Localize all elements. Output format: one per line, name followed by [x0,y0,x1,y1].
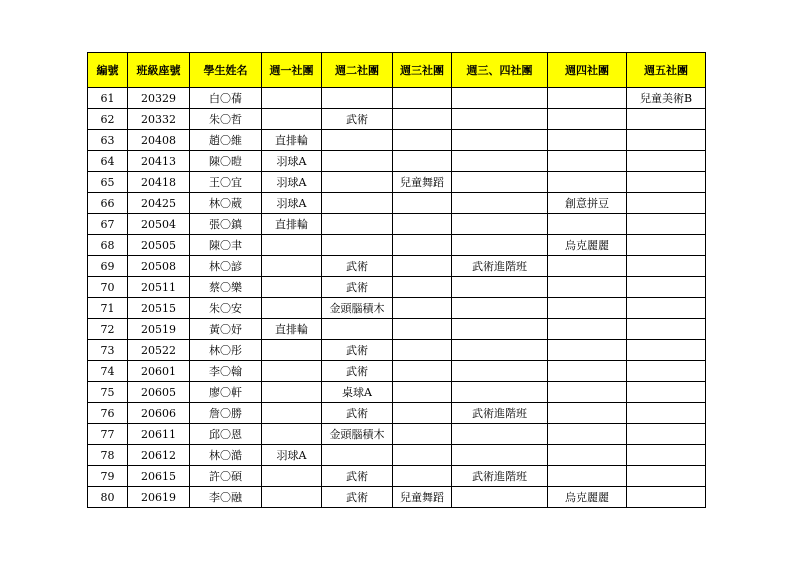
header-row [88,53,706,88]
cell-wednesday-club [393,382,452,403]
cell-monday-club: 羽球A [262,193,322,214]
cell-number: 78 [88,445,128,466]
cell-number: 74 [88,361,128,382]
cell-wednesday-club [393,151,452,172]
cell-tuesday-club: 武術 [322,277,393,298]
table-row [88,319,706,340]
cell-tuesday-club: 武術 [322,256,393,277]
cell-tuesday-club [322,88,393,109]
cell-class-seat: 20329 [128,88,190,109]
cell-student-name: 王〇宜 [190,172,262,193]
cell-student-name: 林〇彤 [190,340,262,361]
cell-wednesday-club [393,109,452,130]
cell-friday-club [627,466,706,487]
header-tuesday-club: 週二社團 [322,53,393,88]
cell-friday-club [627,151,706,172]
cell-number: 65 [88,172,128,193]
cell-monday-club [262,403,322,424]
cell-tuesday-club: 武術 [322,403,393,424]
cell-student-name: 張〇鎮 [190,214,262,235]
cell-tuesday-club: 武術 [322,361,393,382]
cell-wednesday-club: 兒童舞蹈 [393,172,452,193]
cell-wednesday-club [393,235,452,256]
cell-monday-club: 直排輪 [262,319,322,340]
cell-wed-thu-club [452,424,548,445]
cell-friday-club [627,403,706,424]
cell-wed-thu-club [452,361,548,382]
header-friday-club: 週五社團 [627,53,706,88]
cell-thursday-club [548,403,627,424]
table-row [88,130,706,151]
cell-wed-thu-club [452,340,548,361]
cell-tuesday-club [322,130,393,151]
cell-monday-club [262,277,322,298]
cell-tuesday-club [322,172,393,193]
cell-friday-club [627,487,706,508]
cell-monday-club [262,109,322,130]
table-row [88,172,706,193]
cell-thursday-club [548,466,627,487]
cell-monday-club [262,256,322,277]
cell-tuesday-club: 金頭腦積木 [322,424,393,445]
cell-monday-club [262,298,322,319]
cell-student-name: 李〇翰 [190,361,262,382]
cell-student-name: 詹〇勝 [190,403,262,424]
cell-thursday-club [548,277,627,298]
cell-class-seat: 20425 [128,193,190,214]
cell-wednesday-club [393,424,452,445]
cell-monday-club [262,424,322,445]
cell-student-name: 白〇蒨 [190,88,262,109]
cell-tuesday-club [322,319,393,340]
cell-friday-club [627,424,706,445]
cell-monday-club: 羽球A [262,151,322,172]
cell-wed-thu-club [452,214,548,235]
cell-wed-thu-club [452,277,548,298]
cell-number: 70 [88,277,128,298]
cell-tuesday-club: 武術 [322,487,393,508]
table-row [88,193,706,214]
roster-body [88,88,706,508]
cell-student-name: 廖〇軒 [190,382,262,403]
table-row [88,424,706,445]
cell-class-seat: 20413 [128,151,190,172]
cell-thursday-club [548,298,627,319]
cell-thursday-club [548,214,627,235]
cell-friday-club [627,130,706,151]
cell-wed-thu-club [452,319,548,340]
cell-monday-club: 羽球A [262,445,322,466]
table-row [88,340,706,361]
cell-friday-club [627,214,706,235]
header-wednesday-club: 週三社團 [393,53,452,88]
cell-friday-club [627,172,706,193]
table-row [88,256,706,277]
cell-number: 73 [88,340,128,361]
cell-wed-thu-club: 武術進階班 [452,466,548,487]
cell-number: 77 [88,424,128,445]
table-row [88,382,706,403]
cell-wed-thu-club [452,298,548,319]
cell-monday-club [262,382,322,403]
cell-monday-club [262,88,322,109]
cell-class-seat: 20605 [128,382,190,403]
cell-tuesday-club [322,193,393,214]
cell-friday-club: 兒童美術B [627,88,706,109]
cell-wed-thu-club [452,88,548,109]
cell-class-seat: 20508 [128,256,190,277]
cell-wed-thu-club [452,445,548,466]
cell-monday-club [262,340,322,361]
cell-student-name: 林〇澔 [190,445,262,466]
cell-wednesday-club [393,445,452,466]
table-row [88,88,706,109]
cell-wednesday-club [393,298,452,319]
cell-thursday-club: 烏克麗麗 [548,235,627,256]
cell-student-name: 黃〇妤 [190,319,262,340]
cell-monday-club [262,487,322,508]
table-row [88,277,706,298]
cell-student-name: 朱〇哲 [190,109,262,130]
cell-thursday-club [548,445,627,466]
cell-number: 69 [88,256,128,277]
cell-student-name: 趙〇維 [190,130,262,151]
cell-wednesday-club [393,193,452,214]
cell-thursday-club [548,382,627,403]
cell-friday-club [627,340,706,361]
cell-number: 79 [88,466,128,487]
table-row [88,214,706,235]
header-number: 編號 [88,53,128,88]
cell-class-seat: 20601 [128,361,190,382]
cell-class-seat: 20408 [128,130,190,151]
cell-number: 67 [88,214,128,235]
cell-friday-club [627,109,706,130]
cell-student-name: 許〇碩 [190,466,262,487]
cell-number: 71 [88,298,128,319]
cell-monday-club: 羽球A [262,172,322,193]
cell-wed-thu-club: 武術進階班 [452,256,548,277]
cell-number: 63 [88,130,128,151]
cell-wednesday-club [393,256,452,277]
header-student-name: 學生姓名 [190,53,262,88]
cell-wed-thu-club: 武術進階班 [452,403,548,424]
cell-wed-thu-club [452,109,548,130]
cell-class-seat: 20515 [128,298,190,319]
table-row [88,235,706,256]
cell-wednesday-club [393,403,452,424]
cell-thursday-club [548,88,627,109]
cell-monday-club [262,235,322,256]
cell-student-name: 蔡〇樂 [190,277,262,298]
cell-wed-thu-club [452,172,548,193]
cell-number: 64 [88,151,128,172]
header-monday-club: 週一社團 [262,53,322,88]
table-row [88,151,706,172]
cell-friday-club [627,298,706,319]
cell-class-seat: 20611 [128,424,190,445]
cell-class-seat: 20505 [128,235,190,256]
cell-student-name: 林〇諺 [190,256,262,277]
cell-student-name: 邱〇恩 [190,424,262,445]
cell-student-name: 朱〇安 [190,298,262,319]
cell-thursday-club [548,130,627,151]
cell-thursday-club [548,151,627,172]
cell-tuesday-club: 武術 [322,109,393,130]
cell-number: 62 [88,109,128,130]
cell-class-seat: 20332 [128,109,190,130]
cell-number: 68 [88,235,128,256]
cell-wednesday-club [393,277,452,298]
table-row [88,109,706,130]
cell-student-name: 林〇葳 [190,193,262,214]
cell-class-seat: 20522 [128,340,190,361]
cell-class-seat: 20504 [128,214,190,235]
cell-wednesday-club [393,466,452,487]
table-row [88,445,706,466]
cell-class-seat: 20615 [128,466,190,487]
cell-wed-thu-club [452,382,548,403]
cell-friday-club [627,193,706,214]
cell-wednesday-club [393,88,452,109]
cell-number: 76 [88,403,128,424]
cell-class-seat: 20606 [128,403,190,424]
cell-tuesday-club: 金頭腦積木 [322,298,393,319]
cell-wednesday-club [393,130,452,151]
cell-wednesday-club [393,340,452,361]
cell-friday-club [627,382,706,403]
header-wed-thu-club: 週三、四社團 [452,53,548,88]
cell-thursday-club [548,109,627,130]
header-thursday-club: 週四社團 [548,53,627,88]
cell-student-name: 陳〇聿 [190,235,262,256]
cell-tuesday-club: 武術 [322,466,393,487]
cell-friday-club [627,235,706,256]
cell-friday-club [627,445,706,466]
cell-wednesday-club: 兒童舞蹈 [393,487,452,508]
cell-number: 75 [88,382,128,403]
cell-class-seat: 20519 [128,319,190,340]
cell-wed-thu-club [452,151,548,172]
cell-number: 80 [88,487,128,508]
header-class-seat: 班級座號 [128,53,190,88]
cell-friday-club [627,256,706,277]
cell-class-seat: 20511 [128,277,190,298]
cell-wed-thu-club [452,487,548,508]
cell-tuesday-club: 武術 [322,340,393,361]
cell-thursday-club: 創意拼豆 [548,193,627,214]
cell-number: 66 [88,193,128,214]
cell-friday-club [627,319,706,340]
cell-class-seat: 20418 [128,172,190,193]
cell-thursday-club: 烏克麗麗 [548,487,627,508]
cell-wednesday-club [393,214,452,235]
cell-tuesday-club [322,214,393,235]
cell-class-seat: 20612 [128,445,190,466]
cell-student-name: 陳〇暟 [190,151,262,172]
table-row [88,466,706,487]
cell-number: 61 [88,88,128,109]
cell-wed-thu-club [452,235,548,256]
cell-wed-thu-club [452,130,548,151]
cell-thursday-club [548,256,627,277]
cell-student-name: 李〇融 [190,487,262,508]
cell-tuesday-club [322,235,393,256]
table-row [88,403,706,424]
cell-monday-club: 直排輪 [262,214,322,235]
cell-thursday-club [548,172,627,193]
cell-friday-club [627,361,706,382]
cell-wednesday-club [393,319,452,340]
table-row [88,298,706,319]
cell-monday-club: 直排輪 [262,130,322,151]
cell-thursday-club [548,319,627,340]
cell-class-seat: 20619 [128,487,190,508]
cell-number: 72 [88,319,128,340]
cell-tuesday-club [322,445,393,466]
cell-monday-club [262,361,322,382]
cell-wed-thu-club [452,193,548,214]
club-roster-table [87,52,706,508]
cell-tuesday-club [322,151,393,172]
cell-tuesday-club: 桌球A [322,382,393,403]
cell-thursday-club [548,361,627,382]
table-row [88,487,706,508]
cell-monday-club [262,466,322,487]
cell-thursday-club [548,340,627,361]
table-row [88,361,706,382]
cell-wednesday-club [393,361,452,382]
cell-thursday-club [548,424,627,445]
cell-friday-club [627,277,706,298]
